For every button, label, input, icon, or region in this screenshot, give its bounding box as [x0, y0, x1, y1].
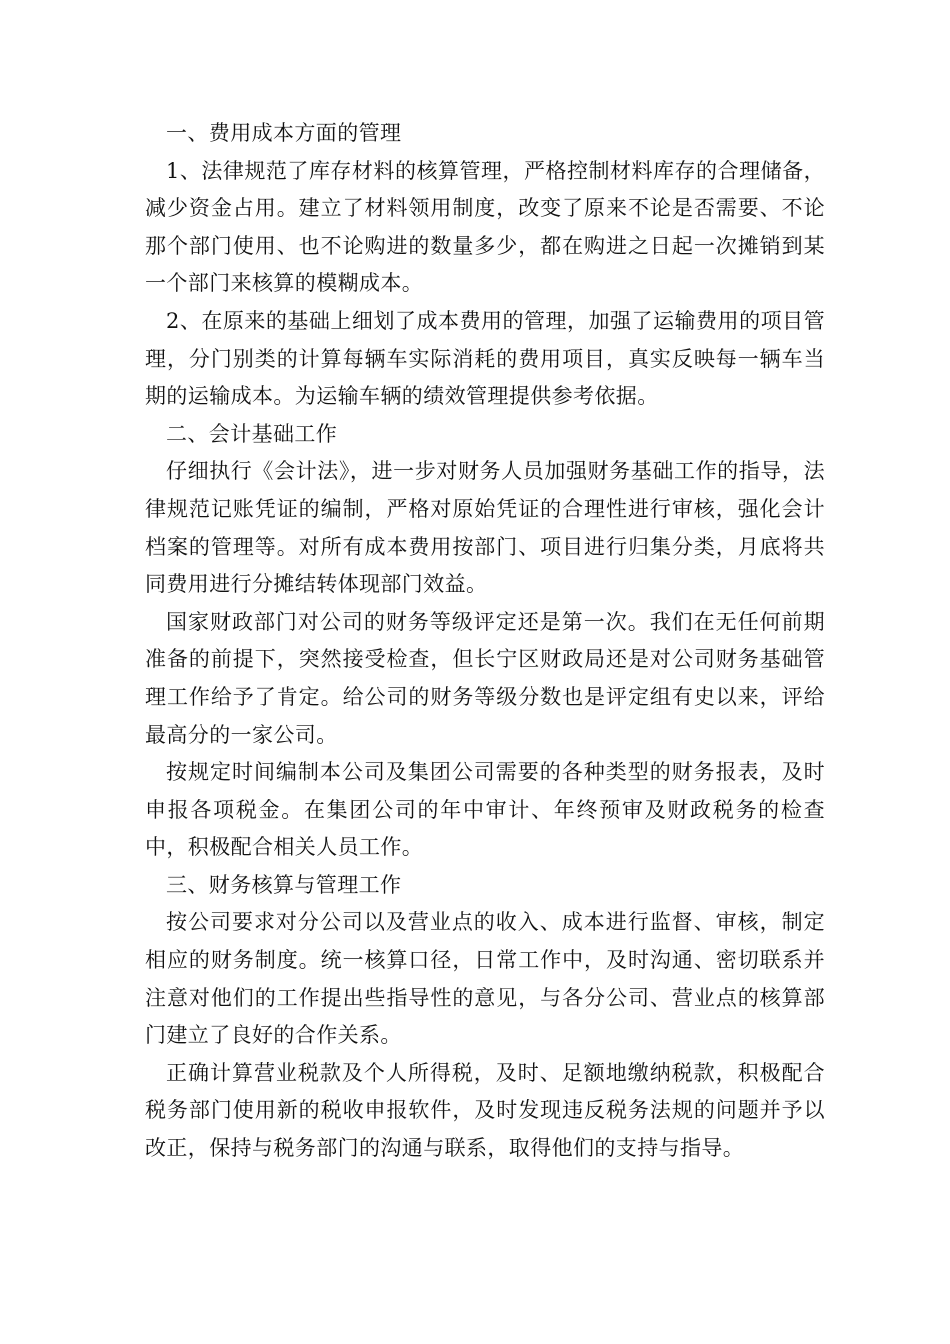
paragraph-inventory-accounting: 1、法律规范了库存材料的核算管理，严格控制材料库存的合理储备，减少资金占用。建立了材料领用制度，改变了原来不论是否需要、不论那个部门使用、也不论购进的数量多少，都在购进之日起一次摊销到某一个部门来核算的模糊成本。 — [145, 158, 825, 296]
section-heading-cost-management: 一、费用成本方面的管理 — [166, 121, 402, 145]
section-heading-accounting-basics: 二、会计基础工作 — [166, 421, 338, 446]
paragraph-transport-cost: 2、在原来的基础上细划了成本费用的管理，加强了运输费用的项目管理，分门别类的计算每辆车实际消耗的费用项目，真实反映每一辆车当期的运输成本。为运输车辆的绩效管理提供参考依据。 — [145, 308, 825, 409]
paragraph-branch-supervision: 按公司要求对分公司以及营业点的收入、成本进行监督、审核，制定相应的财务制度。统一核算口径，日常工作中，及时沟通、密切联系并注意对他们的工作提出些指导性的意见，与各分公司、营业点的核算部门建立了良好的合作关系。 — [145, 910, 825, 1048]
paragraph-tax-payment: 正确计算营业税款及个人所得税，及时、足额地缴纳税款，积极配合税务部门使用新的税收申报软件，及时发现违反税务法规的问题并予以改正，保持与税务部门的沟通与联系，取得他们的支持与指导。 — [145, 1060, 825, 1161]
document-body — [145, 115, 825, 1168]
paragraph-financial-reports: 按规定时间编制本公司及集团公司需要的各种类型的财务报表，及时申报各项税金。在集团公司的年中审计、年终预审及财政税务的检查中，积极配合相关人员工作。 — [145, 760, 825, 860]
paragraph-accounting-law: 仔细执行《会计法》，进一步对财务人员加强财务基础工作的指导，法律规范记账凭证的编制，严格对原始凭证的合理性进行审核，强化会计档案的管理等。对所有成本费用按部门、项目进行归集分类，月底将共同费用进行分摊结转体现部门效益。 — [145, 459, 825, 597]
section-heading-financial-accounting: 三、财务核算与管理工作 — [166, 872, 402, 897]
paragraph-finance-rating: 国家财政部门对公司的财务等级评定还是第一次。我们在无任何前期准备的前提下，突然接受检查，但长宁区财政局还是对公司财务基础管理工作给予了肯定。给公司的财务等级分数也是评定组有史以来，评给最高分的一家公司。 — [145, 609, 825, 747]
